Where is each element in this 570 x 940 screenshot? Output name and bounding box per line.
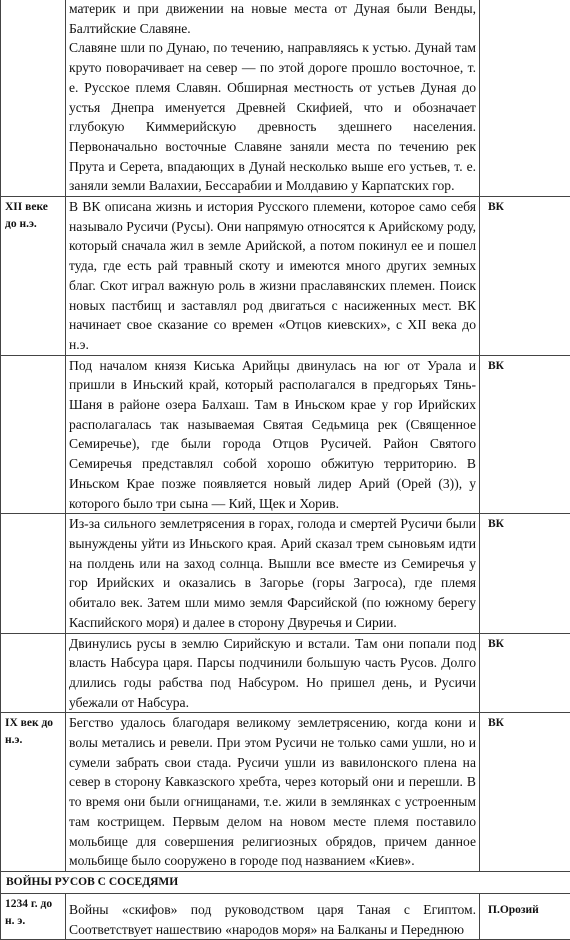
date-text: [1, 0, 65, 1]
source-cell: [480, 514, 570, 633]
source-cell: [480, 355, 570, 514]
source-text: ВК: [480, 514, 570, 533]
paragraph: Войны «скифов» под руководством царя Таная с Египтом. Соответствует нашествию «народов моря» на Балканы и Переднюю: [66, 894, 479, 939]
date-cell: [1, 0, 66, 197]
text-cell: [66, 0, 480, 197]
source-cell: [480, 633, 570, 713]
date-cell: [1, 355, 66, 514]
date-text: [1, 634, 65, 636]
source-text: ВК: [480, 197, 570, 216]
date-cell: [1, 514, 66, 633]
source-text: П.Орозий: [480, 894, 570, 919]
paragraph: Двинулись русы в землю Сирийскую и встали. Там они попали под власть Набсура царя. Парсы подчинили большую часть Русов. Долго длились годы рабства под Набсуром. Но пришел день, и Русичи убежали от Набсура.: [66, 634, 479, 713]
source-cell: [480, 713, 570, 872]
text-cell: [66, 633, 480, 713]
paragraph: Из-за сильного землетрясения в горах, голода и смертей Русичи были вынуждены уйти из Иньского края. Арий сказал трем сыновьям идти на полдень или на заход солнца. Вышли все вместе из Семиречья у гор Ирийских и оказались в Загорье (горы Загроса), где племя обитало век. Затем шли мимо земля Фарсийской (по южному берегу Каспийского моря) и далее в сторону Двуречья и Сирии.: [66, 514, 479, 632]
section-header-row: [1, 871, 570, 893]
source-text: [480, 0, 570, 1]
source-cell: [480, 0, 570, 197]
table-row: [1, 893, 570, 939]
text-cell: [66, 355, 480, 514]
table-row: [1, 633, 570, 713]
section-header-cell: [1, 871, 570, 893]
table-row: [1, 0, 570, 197]
table-row: [1, 713, 570, 872]
source-text: ВК: [480, 356, 570, 375]
table-row: [1, 197, 570, 356]
date-text: 1234 г. до н. э.: [1, 894, 65, 930]
source-cell: [480, 197, 570, 356]
text-cell: [66, 893, 480, 939]
table-row: [1, 355, 570, 514]
source-text: ВК: [480, 634, 570, 653]
date-text: IX век до н.э.: [1, 713, 65, 749]
date-text: XII веке до н.э.: [1, 197, 65, 233]
table-row: [1, 514, 570, 633]
paragraph: материк и при движении на новые места от Дуная были Венды, Балтийские Славяне.: [66, 0, 479, 38]
source-text: ВК: [480, 713, 570, 732]
date-cell: [1, 893, 66, 939]
date-text: [1, 514, 65, 516]
date-text: [1, 356, 65, 358]
paragraph: Славяне шли по Дунаю, по течению, направляясь к устью. Дунай там круто поворачивает на север — по этой дороге прошло восточное, т. е. Русское племя Славян. Обширная местность от устьев Дуная до устья Днепра именуется Древней Скифией, что и обозначает глубокую Киммерийскую древность здешнего населения. Первоначально восточные Славяне заняли места по течению рек Прута и Серета, впадающих в Дунай несколько выше его устьев, т. е. заняли земли Валахии, Бессарабии и Молдавию у Карпатских гор.: [66, 38, 479, 196]
section-header: ВОЙНЫ РУСОВ С СОСЕДЯМИ: [1, 872, 570, 893]
date-cell: [1, 197, 66, 356]
date-cell: [1, 713, 66, 872]
text-cell: [66, 197, 480, 356]
text-cell: [66, 713, 480, 872]
text-cell: [66, 514, 480, 633]
paragraph: Бегство удалось благодаря великому землетрясению, когда кони и волы метались и ревели. При этом Русичи не только сами ушли, но и сумели забрать свои стада. Русичи ушли из вавилонского плена на север в сторону Кавказского хребта, через который они и перешли. В то время они были огнищанами, т.е. жили в землянках с устроенным там кострищем. Первым делом на новом месте племя поставило мольбище для совершения религиозных обрядов, причем данное мольбище было сооружено в городе под названием «Киев».: [66, 713, 479, 871]
date-cell: [1, 633, 66, 713]
source-cell: [480, 893, 570, 939]
paragraph: Под началом князя Киська Арийцы двинулась на юг от Урала и пришли в Иньский край, который располагался в предгорьях Тянь-Шаня в районе озера Балхаш. Там в Иньском крае у гор Ирийских располагалась так называемая Святая Седьмица рек (Священное Семиречье), где были города Отцов Русичей. Район Святого Семиречья представлял собой хорошо обжитую территорию. В Иньском Крае позже появляется новый лидер Арий (Орей (3)), у которого было три сына — Кий, Щек и Хорив.: [66, 356, 479, 514]
paragraph: В ВК описана жизнь и история Русского племени, которое само себя называло Русичи (Русы). Они напрямую относятся к Арийскому роду, который сначала жил в земле Арийской, а потом покинул ее и пошел туда, где есть рай травный скоту и имеются много других земных благ. Скот играл важную роль в жизни праславянских племен. Поиск новых пастбищ и заставлял род двигаться с насиженных мест. ВК начинает свое сказание со времен «Отцов киевских», с XII века до н.э.: [66, 197, 479, 355]
